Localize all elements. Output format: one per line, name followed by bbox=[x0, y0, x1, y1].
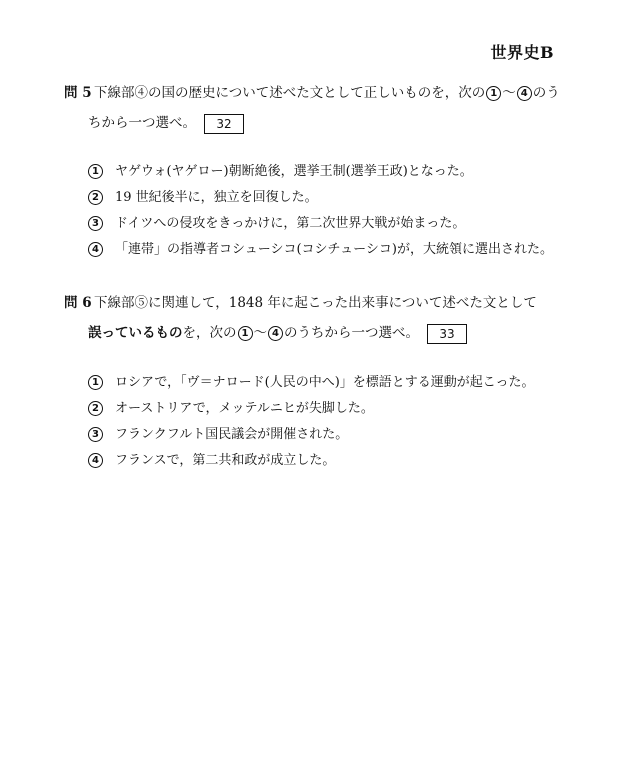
choice-item[interactable] bbox=[88, 448, 568, 474]
choice-number: 4 bbox=[88, 453, 103, 468]
choice-text: 「連帯」の指導者コシューシコ(コシチューシコ)が，大統領に選出された。 bbox=[115, 242, 553, 257]
choice-text: ヤゲウォ(ヤゲロー)朝断絶後，選挙王制(選挙王政)となった。 bbox=[115, 164, 473, 179]
choice-text: フランスで，第二共和政が成立した。 bbox=[115, 453, 336, 468]
question-5-line-2 bbox=[64, 108, 564, 138]
question-5-number: 問 5 bbox=[64, 85, 92, 101]
question-5-text-b: のう bbox=[532, 85, 560, 101]
question-6 bbox=[64, 288, 564, 348]
choice-ref-4: 4 bbox=[517, 86, 532, 101]
answer-box-32[interactable]: 32 bbox=[204, 114, 244, 134]
choice-text: フランクフルト国民議会が開催された。 bbox=[115, 427, 349, 442]
choice-ref-1: 1 bbox=[238, 326, 253, 341]
choice-item[interactable] bbox=[88, 185, 568, 211]
choice-ref-4: 4 bbox=[268, 326, 283, 341]
question-5-text-a: 下線部④の国の歴史について述べた文として正しいものを，次の bbox=[94, 85, 486, 101]
question-6-emphasis: 誤っているもの bbox=[88, 325, 183, 341]
question-6-choices bbox=[88, 370, 568, 474]
question-6-text-a: 下線部⑤に関連して，1848 年に起こった出来事について述べた文として bbox=[94, 295, 537, 311]
question-5-choices bbox=[88, 159, 568, 263]
question-6-number: 問 6 bbox=[64, 295, 92, 311]
choice-item[interactable] bbox=[88, 370, 568, 396]
choice-number: 1 bbox=[88, 375, 103, 390]
answer-box-33[interactable]: 33 bbox=[427, 324, 467, 344]
choice-item[interactable] bbox=[88, 396, 568, 422]
choice-number: 2 bbox=[88, 190, 103, 205]
choice-number: 2 bbox=[88, 401, 103, 416]
choice-item[interactable] bbox=[88, 237, 568, 263]
question-6-line-2 bbox=[64, 318, 564, 348]
question-5 bbox=[64, 78, 564, 138]
choice-item[interactable] bbox=[88, 159, 568, 185]
choice-text: オーストリアで，メッテルニヒが失脚した。 bbox=[115, 401, 374, 416]
choice-text: ドイツへの侵攻をきっかけに，第二次世界大戦が始まった。 bbox=[115, 216, 466, 231]
choice-number: 4 bbox=[88, 242, 103, 257]
choice-ref-1: 1 bbox=[486, 86, 501, 101]
choice-number: 3 bbox=[88, 427, 103, 442]
question-5-tilde: 〜 bbox=[502, 85, 516, 101]
question-6-text-c: のうちから一つ選べ。 bbox=[284, 325, 419, 341]
question-6-line-1 bbox=[64, 288, 564, 318]
choice-item[interactable] bbox=[88, 422, 568, 448]
choice-text: 19 世紀後半に，独立を回復した。 bbox=[115, 190, 318, 205]
question-6-tilde: 〜 bbox=[253, 325, 267, 341]
choice-item[interactable] bbox=[88, 211, 568, 237]
choice-text: ロシアで，「ヴ＝ナロード(人民の中へ)」を標語とする運動が起こった。 bbox=[115, 375, 535, 390]
question-5-line-1 bbox=[64, 78, 564, 108]
question-6-text-b: を，次の bbox=[182, 325, 237, 341]
choice-number: 1 bbox=[88, 164, 103, 179]
question-5-text-c: ちから一つ選べ。 bbox=[88, 115, 196, 131]
subject-title: 世界史B bbox=[490, 43, 554, 62]
choice-number: 3 bbox=[88, 216, 103, 231]
